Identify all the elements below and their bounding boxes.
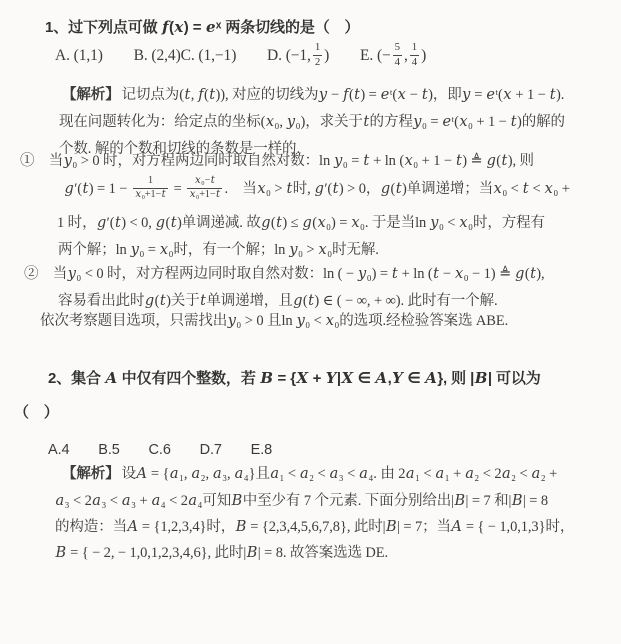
case-2-line-2: 容易看出此时g(t)关于t单调递增，且g(t) ∈ ( − ∞, + ∞). 此时有一个解. <box>58 293 498 309</box>
case-2-line-1: ② 当y₀ < 0 时，对方程两边同时取自然对数：ln ( − y₀) = t + ln (t − x₀ − 1) ≜ g(t), <box>24 266 545 282</box>
problem-2-analysis-line-4: B = { − 2, − 1,0,1,2,3,4,6}, 此时|B| = 8. 故答案选选 DE. <box>55 545 389 561</box>
problem-1-title: 1、过下列点可做 f(x) = eˣ 两条切线的是（ ） <box>45 18 360 36</box>
analysis-label: 【解析】 <box>62 466 120 482</box>
analysis-label: 【解析】 <box>62 87 120 103</box>
problem-2-analysis-line-1 <box>62 463 557 485</box>
problem-2-analysis-line-2: a₃ < 2a₃ < a₃ + a₄ < 2a₄可知B中至少有 7 个元素. 下面分别给出|B| = 7 和|B| = 8 <box>55 493 549 509</box>
fraction: $\frac{1}{2}$ <box>314 41 321 68</box>
fraction: $\frac{1}{4}$ <box>411 41 418 68</box>
problem-1-analysis-line-2: 现在问题转化为：给定点的坐标(x₀, y₀)，求关于t的方程y₀ = eᵗ(x₀ + 1 − t)的解的 <box>59 114 565 130</box>
analysis-text: 设A = {a₁, a₂, a₃, a₄}且a₁ < a₂ < a₃ < a₄. 由 2a₁ < a₁ + a₂ < 2a₂ < a₂ + <box>121 466 558 482</box>
problem-1-analysis-line-1 <box>62 84 564 106</box>
case-1-line-2: g′(t) = 1 − $\frac{1}{\text{x₀+1−t}}$ = $\frac{\text{x₀−t}}{\text{x₀+1−t}}$ . 当x₀ > t时, g′(t) > 0，g(t)单调递增；当x₀ < t < x₀ + <box>64 175 570 201</box>
fraction: $\frac{\text{x₀−t}}{\text{x₀+1−t}}$ <box>187 175 222 201</box>
case-1-line-1: ① 当y₀ > 0 时，对方程两边同时取自然对数：ln y₀ = t + ln (x₀ + 1 − t) ≜ g(t), 则 <box>20 153 534 169</box>
case-1-line-4: 两个解；ln y₀ = x₀时，有一个解；ln y₀ > x₀时无解. <box>58 242 379 258</box>
problem-2-title: 2、集合 A 中仅有四个整数，若 B = {X + Y|X ∈ A,Y ∈ A}, 则 |B| 可以为 <box>48 369 541 387</box>
analysis-text: 记切点为(t, f(t)), 对应的切线为y − f(t) = eᵗ(x − t)，即y = eᵗ(x + 1 − t). <box>121 87 565 103</box>
case-1-line-3: 1 时，g′(t) < 0, g(t)单调递减. 故g(t) ≤ g(x₀) = x₀. 于是当ln y₀ < x₀时，方程有 <box>57 215 545 231</box>
problem-1-options: A. (1,1) B. (2,4)C. (1,−1) D. (−1, $\frac{1}{2}$ ) E. (− $\frac{5}{4}$ , $\frac{1}{4}$ ) <box>55 41 427 68</box>
problem-1-conclusion: 依次考察题目选项，只需找出y₀ > 0 且ln y₀ < x₀的选项.经检验答案选 ABE. <box>40 313 509 329</box>
problem-2-answer-paren: （ ） <box>14 404 59 421</box>
problem-2-options: A.4 B.5 C.6 D.7 E.8 <box>48 442 273 458</box>
fraction: $\frac{5}{4}$ <box>394 41 400 68</box>
problem-1-analysis-line-3: 个数. 解的个数和切线的条数是一样的. <box>59 141 300 157</box>
problem-2-analysis-line-3: 的构造：当A = {1,2,3,4}时，B = {2,3,4,5,6,7,8}, 此时|B| = 7；当A = { − 1,0,1,3}时， <box>55 519 575 535</box>
fraction: $\frac{1}{\text{x₀+1−t}}$ <box>133 175 168 201</box>
